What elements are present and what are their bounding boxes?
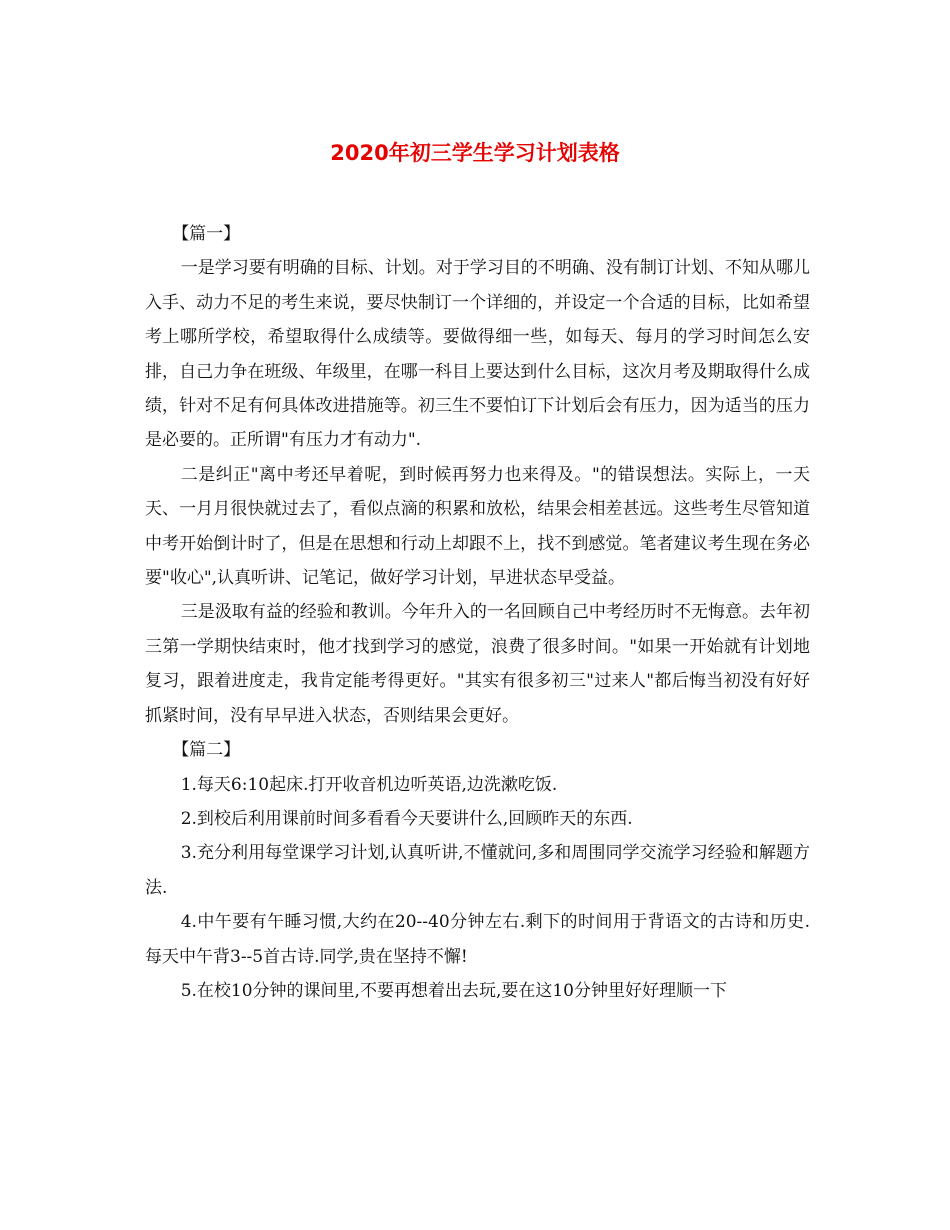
list-item: 2.到校后利用课前时间多看看今天要讲什么,回顾昨天的东西. bbox=[180, 808, 633, 829]
section-1 bbox=[145, 217, 810, 733]
list-item: 4.中午要有午睡习惯,大约在20--40分钟左右.剩下的时间用于背语文的古诗和历史.每天中午背3--5首古诗.同学,贵在坚持不懈! bbox=[145, 912, 810, 967]
document-title: 2020年初三学生学习计划表格 bbox=[330, 141, 620, 165]
paragraph: 一是学习要有明确的目标、计划。对于学习目的不明确、没有制订计划、不知从哪儿入手、动力不足的考生来说，要尽快制订一个详细的，并设定一个合适的目标，比如希望考上哪所学校，希望取得什么成绩等。要做得细一些，如每天、每月的学习时间怎么安排，自己力争在班级、年级里，在哪一科目上要达到什么目标，这次月考及期取得什么成绩，针对不足有何具体改进措施等。初三生不要怕订下计划后会有压力，因为适当的压力是必要的。正所谓"有压力才有动力". bbox=[145, 258, 810, 451]
section-2 bbox=[145, 733, 810, 1008]
section-heading: 【篇一】 bbox=[172, 224, 241, 244]
paragraph: 二是纠正"离中考还早着呢，到时候再努力也来得及。"的错误想法。实际上，一天天、一月月很快就过去了，看似点滴的积累和放松，结果会相差甚远。这些考生尽管知道中考开始倒计时了，但是在思想和行动上却跟不上，找不到感觉。笔者建议考生现在务必要"收心",认真听讲、记笔记，做好学习计划，早进状态早受益。 bbox=[145, 464, 810, 589]
list-item: 1.每天6:10起床.打开收音机边听英语,边洗漱吃饭. bbox=[180, 774, 558, 795]
document-body bbox=[145, 217, 810, 1008]
paragraph: 三是汲取有益的经验和教训。今年升入的一名回顾自己中考经历时不无悔意。去年初三第一学期快结束时，他才找到学习的感觉，浪费了很多时间。"如果一开始就有计划地复习，跟着进度走，我肯定能考得更好。"其实有很多初三"过来人"都后悔当初没有好好抓紧时间，没有早早进入状态，否则结果会更好。 bbox=[145, 602, 810, 726]
list-item: 3.充分利用每堂课学习计划,认真听讲,不懂就问,多和周围同学交流学习经验和解题方法. bbox=[145, 843, 810, 898]
section-heading: 【篇二】 bbox=[172, 740, 241, 761]
list-item: 5.在校10分钟的课间里,不要再想着出去玩,要在这10分钟里好好理顺一下 bbox=[180, 980, 727, 1001]
